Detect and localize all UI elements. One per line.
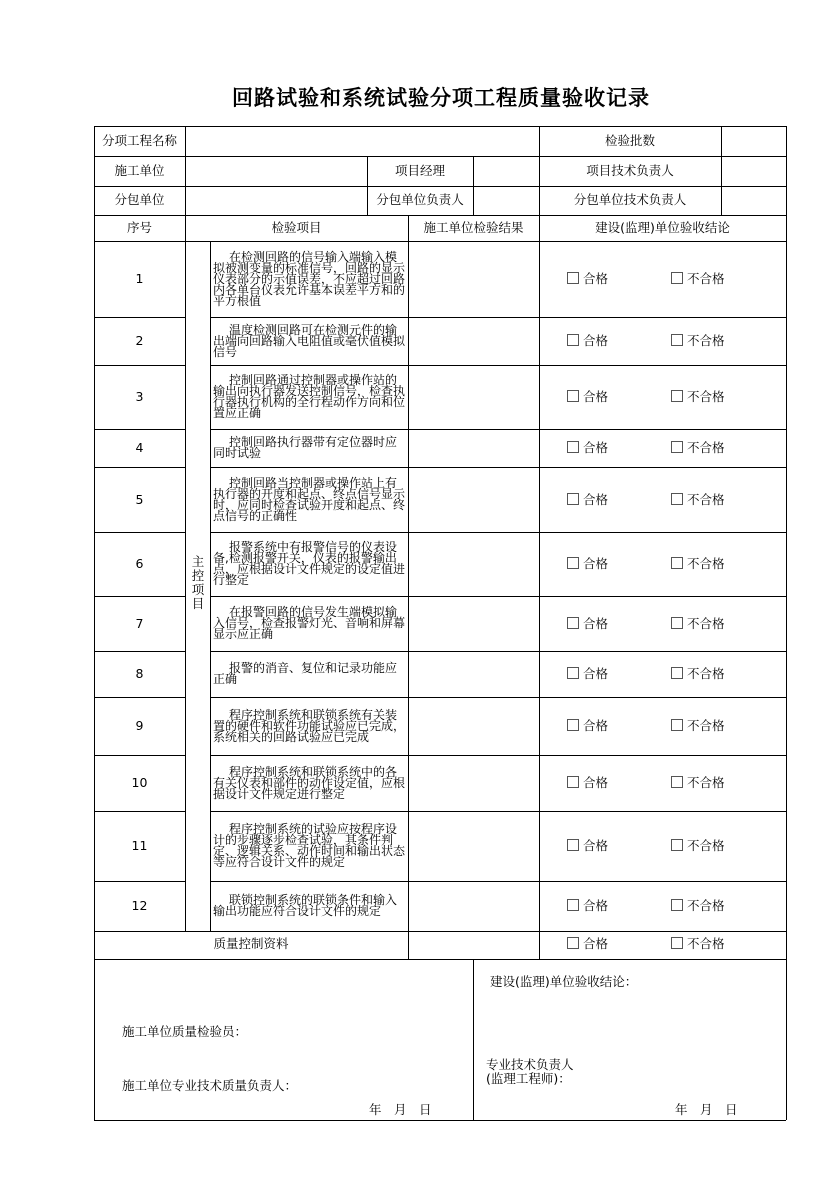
project-name-field[interactable] [185,126,539,156]
fail-checkbox[interactable] [671,775,725,791]
page-title: 回路试验和系统试验分项工程质量验收记录 [232,86,650,110]
inspector-label: 施工单位质量检验员： [122,1024,248,1039]
contractor-result-field[interactable] [409,317,539,365]
fail-checkbox[interactable] [671,333,725,349]
fail-checkbox[interactable] [671,718,725,734]
grid-line [94,881,185,882]
table-border-bottom [94,1120,786,1121]
checkbox-icon [671,334,683,346]
pass-checkbox[interactable] [567,271,608,287]
technical-lead-field[interactable] [721,156,786,186]
conclusion-label: 建设(监理)单位验收结论： [490,974,638,989]
checkbox-label: 不合格 [687,389,725,404]
grid-line [94,755,185,756]
checkbox-label: 合格 [583,389,609,404]
checkbox-icon [671,617,683,629]
inspection-item-text [213,322,406,359]
inspection-item-text [213,249,406,308]
checkbox-icon [567,617,579,629]
fail-checkbox[interactable] [671,389,725,405]
grid-line [94,532,185,533]
fail-checkbox[interactable] [671,616,725,632]
quality-docs-fail-checkbox[interactable]: 不合格 [671,936,725,952]
checkbox-icon [567,493,579,505]
fail-checkbox[interactable] [671,492,725,508]
checkbox-label: 不合格 [687,775,725,790]
inspection-item-text [213,542,406,586]
pass-checkbox[interactable] [567,389,608,405]
pass-checkbox[interactable] [567,898,608,914]
row-number: 7 [135,615,144,631]
checkbox-label: 合格 [583,271,609,286]
inspection-item-text [213,764,406,801]
checkbox-label: 不合格 [687,491,725,507]
column-header-item: 检验项目 [271,220,322,235]
pass-checkbox[interactable] [567,775,608,791]
inspection-item-label: 控制回路执行器带有定位器时应同时试验 [213,435,398,460]
grid-line [210,241,211,931]
pass-checkbox[interactable] [567,838,608,854]
subcontractor-technical-lead-label: 分包单位技术负责人 [573,192,687,207]
contractor-field[interactable] [185,156,367,186]
fail-checkbox[interactable] [671,440,725,456]
inspection-item-text [213,824,406,868]
checkbox-icon [567,441,579,453]
checkbox-icon [671,719,683,731]
grid-line [94,215,786,216]
checkbox-icon [567,839,579,851]
inspection-item-label: 报警系统中有报警信号的仪表设备,检测报警开关，仪表的报警输出点，应根据设计文件规定的设定值进行整定 [213,540,406,587]
checkbox-label: 合格 [583,556,609,571]
inspection-item-label: 在检测回路的信号输入端输入模拟被测变量的标准信号，回路的显示仪表部分的示值误差，不应超过回路内各单台仪表允许基本误差平方和的平方根值 [213,249,406,308]
contractor-result-field[interactable] [409,241,539,317]
checkbox-icon [671,776,683,788]
inspection-item-label: 报警的消音、复位和记录功能应正确 [213,661,398,686]
fail-checkbox[interactable] [671,271,725,287]
supervisor-label-line1: 专业技术负责人 [486,1057,574,1072]
contractor-result-field[interactable] [409,697,539,755]
checkbox-label: 不合格 [687,271,725,286]
row-number: 4 [135,440,144,455]
checkbox-icon [567,557,579,569]
pass-checkbox[interactable] [567,440,608,456]
inspection-item-text [213,475,406,523]
contractor-result-field[interactable] [409,811,539,881]
main-control-items-label: 主控项目 [191,554,205,611]
checkbox-icon [671,390,683,402]
checkbox-label: 不合格 [687,838,725,853]
batch-count-label: 检验批数 [604,133,655,148]
fail-checkbox[interactable] [671,838,725,854]
checkbox-label: 不合格 [687,556,725,571]
contractor-result-field[interactable] [409,651,539,697]
inspection-item-text [213,663,406,685]
row-number: 12 [131,898,148,913]
project-manager-label: 项目经理 [394,163,445,178]
table-border-right [786,126,787,1120]
grid-line [94,429,185,430]
checkbox-icon [671,937,683,949]
row-number: 1 [135,271,144,286]
quality-docs-pass-checkbox[interactable]: 合格 [567,936,608,952]
checkbox-icon [567,667,579,679]
contractor-label: 施工单位 [114,163,165,178]
grid-line [94,811,185,812]
inspection-item-label: 在报警回路的信号发生端模拟输入信号，检查报警灯光、音响和屏幕显示应正确 [213,605,406,641]
checkbox-icon [671,839,683,851]
column-header-seq: 序号 [126,220,152,235]
checkbox-icon [567,899,579,911]
checkbox-label: 合格 [583,718,609,733]
grid-line [94,697,185,698]
contractor-result-field[interactable] [409,467,539,532]
grid-line [539,241,540,959]
pass-checkbox[interactable] [567,492,608,508]
technical-lead-label: 项目技术负责人 [586,163,674,178]
date-right: 年 月 日 [675,1102,738,1117]
checkbox-label: 不合格 [687,333,725,348]
subcontractor-label: 分包单位 [114,192,165,207]
inspection-item-label: 程序控制系统的试验应按程序设计的步骤逐步检查试验，其条件判定、逻辑关系、动作时间和输出状态等应符合设计文件的规定 [213,822,406,869]
checkbox-label: 不合格 [687,615,725,631]
inspection-item-label: 程序控制系统和联锁系统有关装置的硬件和软件功能试验应已完成，系统相关的回路试验应已完成 [213,707,406,744]
inspection-item-label: 温度检测回路可在检测元件的输出端向回路输入电阻值或毫伏值模拟信号 [213,322,406,359]
grid-line [94,365,185,366]
grid-line [94,317,185,318]
row-number: 5 [135,491,144,507]
column-header-contractor-result: 施工单位检验结果 [423,220,524,235]
inspection-item-label: 联锁控制系统的联锁条件和输入输出功能应符合设计文件的规定 [213,893,398,918]
inspection-item-text [213,895,406,917]
row-number: 10 [131,775,148,790]
grid-line [94,959,786,960]
row-number: 11 [131,838,148,853]
quality-lead-label: 施工单位专业技术质量负责人： [122,1078,298,1093]
subcontractor-field[interactable] [185,186,367,215]
checkbox-label: 不合格 [687,666,725,681]
inspection-item-text [213,707,406,744]
checkbox-label: 不合格 [687,718,725,733]
grid-line [94,651,185,652]
checkbox-icon [671,557,683,569]
checkbox-icon [567,390,579,402]
grid-line [94,596,185,597]
checkbox-icon [671,493,683,505]
checkbox-icon [567,719,579,731]
checkbox-label: 合格 [583,491,609,507]
checkbox-icon [671,899,683,911]
checkbox-icon [671,272,683,284]
checkbox-label: 合格 [583,775,609,790]
inspection-item-label: 程序控制系统和联锁系统中的各有关仪表和部件的动作设定值，应根据设计文件规定进行整定 [213,764,406,801]
pass-checkbox[interactable] [567,333,608,349]
contractor-result-field[interactable] [409,532,539,596]
batch-count-field[interactable] [721,126,786,156]
checkbox-label: 合格 [583,838,609,853]
fail-checkbox[interactable] [671,898,725,914]
row-number: 9 [135,718,144,733]
grid-line [473,959,474,1120]
checkbox-label: 不合格 [687,898,725,913]
quality-docs-label: 质量控制资料 [213,936,289,951]
checkbox-icon [567,272,579,284]
row-number: 2 [135,333,144,348]
row-number: 8 [135,666,144,681]
row-number: 3 [135,389,144,404]
project-name-label: 分项工程名称 [101,133,177,148]
checkbox-label: 合格 [583,333,609,348]
checkbox-icon [567,776,579,788]
checkbox-label: 合格 [583,615,609,631]
subcontractor-lead-field[interactable] [473,186,539,215]
pass-checkbox[interactable] [567,666,608,682]
supervisor-label-line2: (监理工程师)： [486,1071,571,1086]
pass-checkbox[interactable] [567,718,608,734]
inspection-item-label: 控制回路当控制器或操作站上有执行器的开度和起点、终点信号显示时，应同时检查试验开度和起点、终点信号的正确性 [213,475,406,523]
fail-checkbox[interactable] [671,666,725,682]
inspection-item-text [213,375,406,419]
project-manager-field[interactable] [473,156,539,186]
subcontractor-technical-lead-field[interactable] [721,186,786,215]
row-number: 6 [135,556,144,571]
contractor-result-field[interactable] [409,881,539,931]
checkbox-icon [671,667,683,679]
checkbox-label: 不合格 [687,440,725,455]
column-header-conclusion: 建设(监理)单位验收结论 [595,220,730,235]
fail-checkbox[interactable] [671,556,725,572]
checkbox-icon [567,334,579,346]
checkbox-label: 合格 [583,898,609,913]
contractor-result-field[interactable] [409,755,539,811]
contractor-result-field[interactable] [409,596,539,651]
date-left: 年 月 日 [369,1102,432,1117]
inspection-item-label: 控制回路通过控制器或操作站的输出向执行器发送控制信号，检查执行器执行机构的全行程动作方向和位置应正确 [213,373,406,420]
checkbox-icon [567,937,579,949]
pass-checkbox[interactable] [567,616,608,632]
checkbox-icon [671,441,683,453]
subcontractor-lead-label: 分包单位负责人 [376,192,464,207]
inspection-item-text [213,437,406,459]
grid-line [94,467,185,468]
grid-line [94,931,786,932]
pass-checkbox[interactable] [567,556,608,572]
checkbox-label: 合格 [583,440,609,455]
contractor-result-field[interactable] [409,365,539,429]
checkbox-label: 合格 [583,666,609,681]
contractor-result-field[interactable] [409,429,539,467]
inspection-item-text [213,607,406,640]
